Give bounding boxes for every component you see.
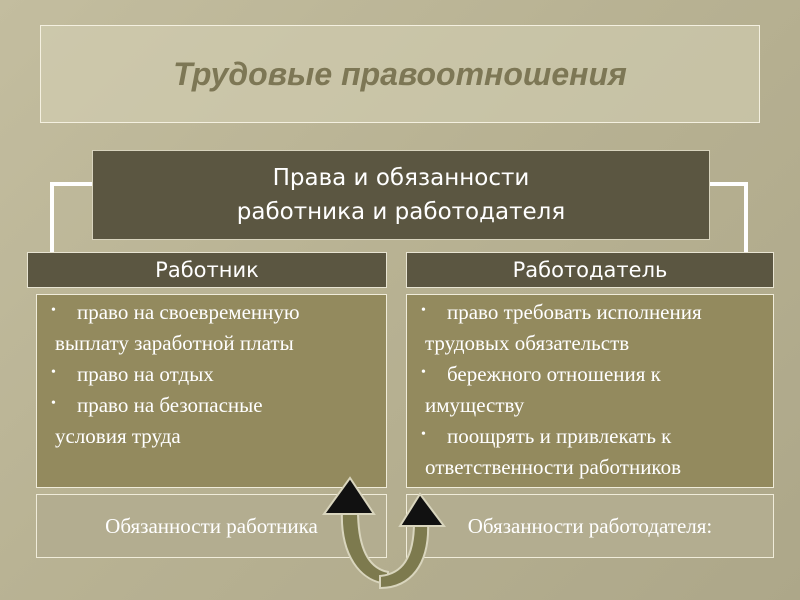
exchange-arrows-icon [310,470,460,595]
list-item [413,359,773,421]
employee-rights-box [36,294,387,488]
employee-heading-box [27,252,387,288]
bullet-icon: • [51,365,56,380]
employer-right-3-line-1: поощрять и привлекать к [447,424,672,448]
employer-heading: Работодатель [512,258,668,282]
employer-right-1-line-1: право требовать исполнения [447,300,702,324]
employer-right-2-line-1: бережного отношения к [447,362,661,386]
employee-right-3-line-2: условия труда [55,424,181,448]
employer-rights-box [406,294,774,488]
bullet-icon: • [421,365,426,380]
right-arrow-head-icon [400,494,444,526]
bullet-icon: • [51,303,56,318]
employee-right-2-line-1: право на отдых [77,362,214,386]
employee-heading: Работник [155,258,259,282]
right-curved-arrow-icon [380,522,428,588]
bullet-icon: • [421,427,426,442]
connector-right-vertical [744,182,748,254]
employee-right-1-line-2: выплату заработной платы [55,331,294,355]
connector-left-vertical [50,182,54,254]
header-box [92,150,710,240]
employee-duties-label: Обязанности работника [105,513,318,538]
employee-right-1-line-1: право на своевременную [77,300,300,324]
bullet-icon: • [51,396,56,411]
employer-right-1-line-2: трудовых обязательств [425,331,630,355]
list-item [43,297,386,359]
list-item [43,390,386,452]
list-item [43,359,386,390]
header-line-1: Права и обязанности [272,165,530,191]
employer-heading-box [406,252,774,288]
employer-duties-box [406,494,774,558]
connector-left-horizontal [50,182,94,186]
slide-title: Трудовые правоотношения [173,55,627,92]
left-curved-arrow-icon [342,510,388,584]
bullet-icon: • [421,303,426,318]
connector-right-horizontal [708,182,748,186]
employee-right-3-line-1: право на безопасные [77,393,263,417]
list-item [413,421,773,483]
header-line-2: работника и работодателя [236,199,566,225]
list-item [413,297,773,359]
employer-duties-label: Обязанности работодателя: [467,513,713,538]
employer-right-3-line-2: ответственности работников [425,455,681,479]
left-arrow-head-icon [324,478,374,514]
employer-right-2-line-2: имуществу [425,393,525,417]
title-box [40,25,760,123]
